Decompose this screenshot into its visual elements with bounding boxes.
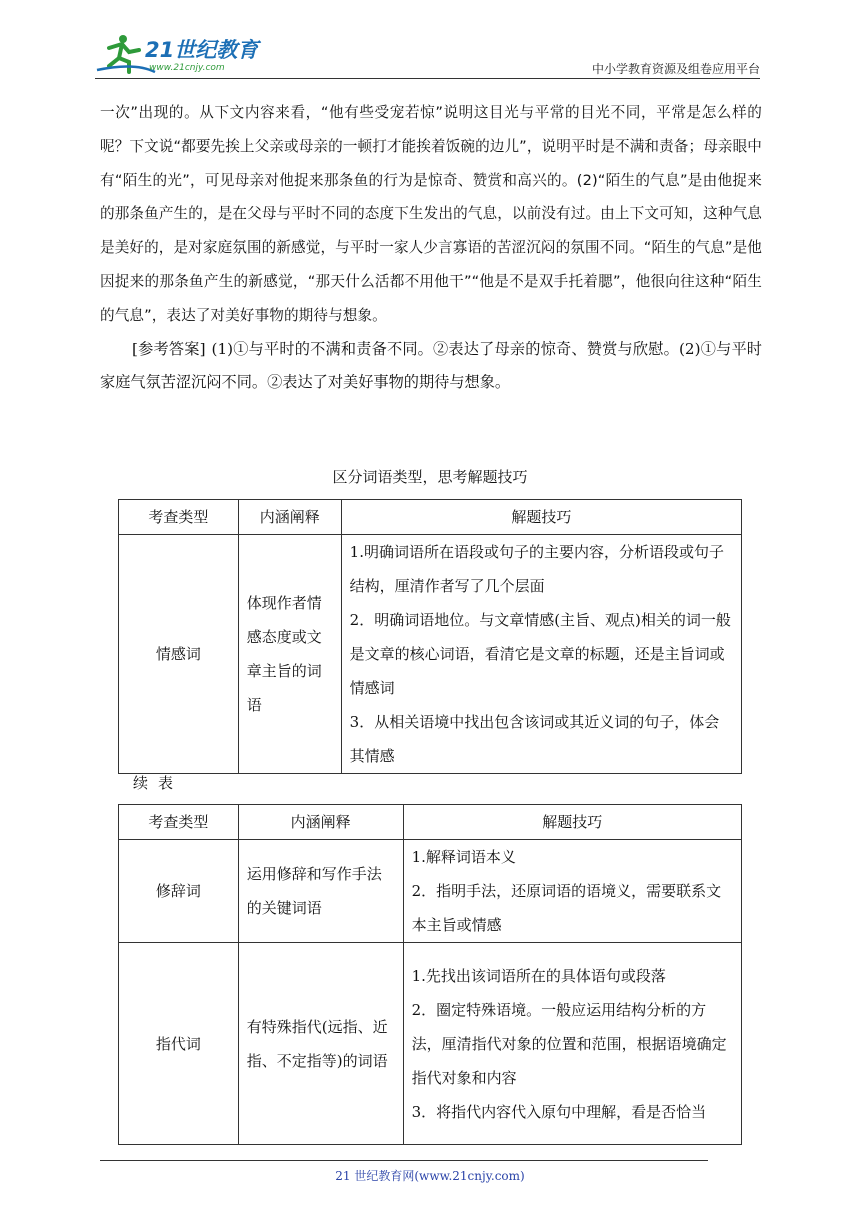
- table-header-row: [119, 500, 742, 535]
- skills-table: [118, 499, 742, 774]
- platform-name: 中小学教育资源及组卷应用平台: [591, 62, 760, 76]
- logo-text: 21世纪教育: [145, 38, 259, 62]
- table-row: [119, 535, 742, 774]
- table-title: 区分词语类型，思考解题技巧: [332, 468, 528, 486]
- row-type: 情感词: [119, 535, 239, 774]
- footer-link[interactable]: 21 世纪教育网(www.21cnjy.com): [335, 1169, 525, 1183]
- header-tips: 解题技巧: [403, 805, 741, 840]
- tip-item: 1.明确词语所在语段或句子的主要内容，分析语段或句子结构，厘清作者写了几个层面: [349, 543, 724, 595]
- tip-item: 1.先找出该词语所在的具体语句或段落: [411, 966, 666, 985]
- main-text: [100, 96, 762, 400]
- header-divider: [95, 78, 760, 79]
- row-meaning: 体现作者情感态度或文章主旨的词语: [238, 535, 341, 774]
- row-type: 指代词: [119, 943, 239, 1145]
- row-tips: [403, 840, 741, 943]
- row-tips: [403, 943, 741, 1145]
- table-row: [119, 840, 742, 943]
- header-type: 考查类型: [119, 500, 239, 535]
- continued-label: 续表: [133, 774, 184, 792]
- header-tips: 解题技巧: [341, 500, 741, 535]
- tip-item: 2．明确词语地位。与文章情感(主旨、观点)相关的词一般是文章的核心词语，看清它是文章的标题，还是主旨词或情感词: [349, 611, 731, 697]
- row-type: 修辞词: [119, 840, 239, 943]
- answer-label: [参考答案]: [132, 339, 206, 358]
- page-header: [95, 32, 760, 80]
- tip-item: 2．指明手法，还原词语的语境义，需要联系文本主旨或情感: [411, 882, 722, 934]
- header-meaning: 内涵阐释: [238, 500, 341, 535]
- row-tips: [341, 535, 741, 774]
- header-meaning: 内涵阐释: [238, 805, 403, 840]
- table-row: [119, 943, 742, 1145]
- row-meaning: 运用修辞和写作手法的关键词语: [238, 840, 403, 943]
- tip-item: 3．将指代内容代入原句中理解，看是否恰当: [411, 1102, 707, 1121]
- header-type: 考查类型: [119, 805, 239, 840]
- tip-item: 3．从相关语境中找出包含该词或其近义词的句子，体会其情感: [349, 713, 720, 765]
- answer-text: (1)①与平时的不满和责备不同。②表达了母亲的惊奇、赞赏与欣慰。(2)①与平时家庭气氛苦涩沉闷不同。②表达了对美好事物的期待与想象。: [100, 339, 762, 392]
- answer-paragraph: [100, 333, 762, 401]
- logo-url: www.21cnjy.com: [149, 63, 225, 73]
- table-header-row: [119, 805, 742, 840]
- row-meaning: 有特殊指代(远指、近指、不定指等)的词语: [238, 943, 403, 1145]
- explanation-paragraph: 一次”出现的。从下文内容来看，“他有些受宠若惊”说明这目光与平常的目光不同，平常是怎么样的呢？下文说“都要先挨上父亲或母亲的一顿打才能挨着饭碗的边儿”，说明平时是不满和责备；母亲眼中有“陌生的光”，可见母亲对他捉来那条鱼的行为是惊奇、赞赏和高兴的。(2)“陌生的气息”是由他捉来的那条鱼产生的，是在父母与平时不同的态度下生发出的气息，以前没有过。由上下文可知，这种气息是美好的，是对家庭氛围的新感觉，与平时一家人少言寡语的苦涩沉闷的氛围不同。“陌生的气息”是他因捉来的那条鱼产生的新感觉，“那天什么活都不用他干”“他是不是双手托着腮”，他很向往这种“陌生的气息”，表达了对美好事物的期待与想象。: [100, 104, 762, 324]
- site-logo: [95, 32, 275, 76]
- skills-table-continued: [118, 804, 742, 1145]
- tip-item: 2．圈定特殊语境。一般应运用结构分析的方法，厘清指代对象的位置和范围，根据语境确定指代对象和内容: [411, 1000, 727, 1087]
- footer-divider: [100, 1160, 708, 1161]
- tip-item: 1.解释词语本义: [411, 848, 516, 866]
